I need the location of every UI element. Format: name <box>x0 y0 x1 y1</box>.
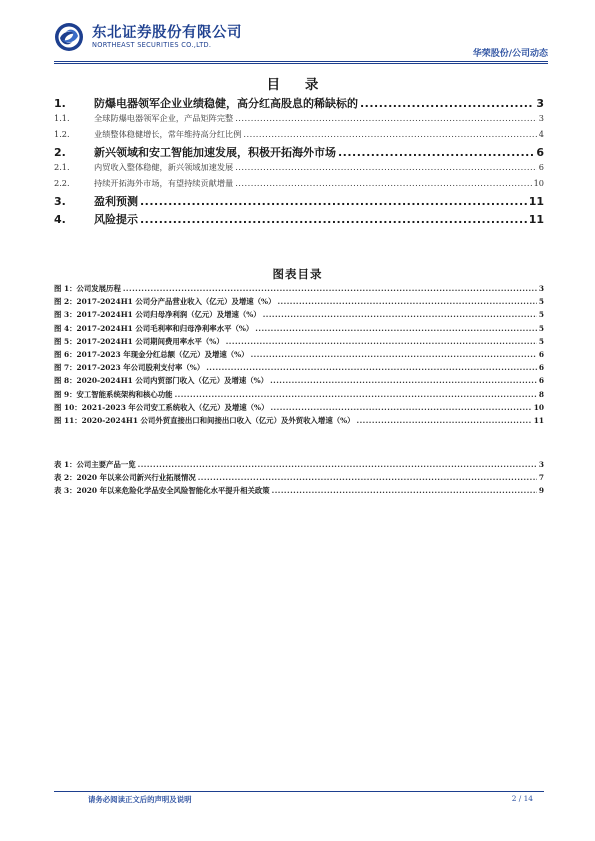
report-category: 华荣股份/公司动态 <box>472 49 548 59</box>
toc-entry-page: 3 <box>536 97 544 110</box>
figure-caption: 图 6：2017-2023 年现金分红总额（亿元）及增速（%） <box>54 349 249 359</box>
figure-page: 6 <box>538 376 544 386</box>
table-page: 3 <box>538 460 544 469</box>
table-page: 9 <box>538 486 544 496</box>
dot-leader <box>140 195 527 208</box>
dot-leader <box>277 297 536 306</box>
figure-list-entry[interactable] <box>54 309 544 322</box>
toc-entry-title: 新兴领域和安工智能加速发展，积极开拓海外市场 <box>94 146 336 159</box>
figure-list-entry[interactable] <box>54 323 544 336</box>
figure-page: 3 <box>538 284 544 293</box>
toc-entry-number: 1.1. <box>54 113 70 123</box>
figure-list-entry[interactable] <box>54 349 544 362</box>
figure-list-entry[interactable] <box>54 402 544 415</box>
dot-leader <box>235 162 537 172</box>
northeast-securities-logo-icon <box>54 22 84 52</box>
toc-entry[interactable] <box>54 211 544 229</box>
figure-caption: 图 7：2017-2023 年公司股利支付率（%） <box>54 363 205 373</box>
company-name-cn: 东北证券股份有限公司 <box>92 25 242 41</box>
toc-entry-page: 4 <box>538 128 544 139</box>
page-indicator: 2 / 14 <box>511 794 533 803</box>
figure-page: 10 <box>533 402 544 412</box>
toc-entry-page: 6 <box>536 146 544 159</box>
figure-page: 6 <box>538 363 544 373</box>
footer-divider <box>54 791 544 792</box>
dot-leader <box>175 390 537 399</box>
figure-caption: 图 1：公司发展历程 <box>54 284 121 293</box>
figure-page: 5 <box>538 310 544 320</box>
toc-entry-page: 3 <box>538 113 544 123</box>
figure-caption: 图 10：2021-2023 年公司安工系统收入（亿元）及增速（%） <box>54 402 269 412</box>
figures-list <box>54 283 544 428</box>
toc-entry[interactable] <box>54 113 544 129</box>
toc-entry-title: 盈利预测 <box>94 195 138 208</box>
dot-leader <box>235 113 537 123</box>
toc-entry-page: 10 <box>533 177 544 188</box>
figure-caption: 图 5：2017-2024H1 公司期间费用率水平（%） <box>54 336 224 346</box>
page-header <box>54 22 548 68</box>
figure-page: 8 <box>538 389 544 399</box>
table-caption: 表 2：2020 年以来公司新兴行业拓展情况 <box>54 473 196 483</box>
toc-entry-number: 2. <box>54 146 66 159</box>
dot-leader <box>198 473 537 482</box>
figure-caption: 图 3：2017-2024H1 公司归母净利润（亿元）及增速（%） <box>54 310 261 320</box>
dot-leader <box>251 350 537 359</box>
toc-entry-number: 2.1. <box>54 162 70 172</box>
dot-leader <box>255 324 537 333</box>
footer-disclaimer: 请务必阅读正文后的声明及说明 <box>88 795 192 804</box>
toc-entry[interactable] <box>54 144 544 162</box>
toc-entry-number: 3. <box>54 195 66 208</box>
figure-page: 11 <box>533 415 544 425</box>
toc-entry-number: 2.2. <box>54 177 70 188</box>
toc-entry-title: 风险提示 <box>94 213 138 226</box>
dot-leader <box>138 460 537 469</box>
dot-leader <box>206 363 537 372</box>
tables-list <box>54 459 544 499</box>
figure-page: 5 <box>538 336 544 346</box>
toc-title: 目 录 <box>266 77 329 93</box>
table-list-entry[interactable] <box>54 472 544 485</box>
toc-entry-number: 4. <box>54 213 66 226</box>
toc-entry[interactable] <box>54 178 544 194</box>
dot-leader <box>272 486 537 495</box>
table-caption: 表 1：公司主要产品一览 <box>54 460 136 469</box>
figure-list-entry[interactable] <box>54 283 544 296</box>
toc-entry[interactable] <box>54 193 544 211</box>
dot-leader <box>123 284 537 293</box>
figure-caption: 图 4：2017-2024H1 公司毛利率和归母净利率水平（%） <box>54 323 254 333</box>
toc-entry[interactable] <box>54 95 544 113</box>
figure-caption: 图 8：2020-2024H1 公司内贸部门收入（亿元）及增速（%） <box>54 376 269 386</box>
company-name-en: NORTHEAST SECURITIES CO.,LTD. <box>92 41 212 49</box>
header-divider <box>54 61 548 62</box>
figure-list-entry[interactable] <box>54 336 544 349</box>
toc-entry[interactable] <box>54 162 544 178</box>
table-of-contents <box>54 95 544 229</box>
figures-list-title: 图表目录 <box>272 267 323 281</box>
toc-entry-number: 1.2. <box>54 128 70 139</box>
figure-list-entry[interactable] <box>54 415 544 428</box>
toc-entry-page: 11 <box>528 213 544 226</box>
figure-caption: 图 11：2020-2024H1 公司外贸直接出口和间接出口收入（亿元）及外贸收入增速（%） <box>54 415 355 425</box>
table-page: 7 <box>538 473 544 483</box>
dot-leader <box>270 376 537 385</box>
table-caption: 表 3：2020 年以来危险化学品安全风险智能化水平提升相关政策 <box>54 486 270 496</box>
dot-leader <box>226 337 537 346</box>
toc-entry-page: 11 <box>528 195 544 208</box>
figure-page: 5 <box>538 323 544 333</box>
figure-page: 5 <box>538 297 544 307</box>
dot-leader <box>263 310 537 319</box>
toc-entry-title: 防爆电器领军企业业绩稳健，高分红高股息的稀缺标的 <box>94 97 358 110</box>
dot-leader <box>357 416 532 425</box>
table-list-entry[interactable] <box>54 459 544 472</box>
figure-caption: 图 9：安工智能系统架构和核心功能 <box>54 389 173 399</box>
figure-caption: 图 2：2017-2024H1 公司分产品营业收入（亿元）及增速（%） <box>54 297 276 307</box>
header-divider-secondary <box>54 63 548 64</box>
toc-entry[interactable] <box>54 129 544 145</box>
figure-list-entry[interactable] <box>54 296 544 309</box>
dot-leader <box>243 129 536 139</box>
toc-entry-title: 全球防爆电器领军企业，产品矩阵完整 <box>94 113 234 123</box>
table-list-entry[interactable] <box>54 485 544 498</box>
toc-entry-page: 6 <box>538 162 544 172</box>
figure-list-entry[interactable] <box>54 389 544 402</box>
toc-entry-number: 1. <box>54 97 66 110</box>
dot-leader <box>140 213 527 226</box>
dot-leader <box>360 97 534 110</box>
figure-page: 6 <box>538 349 544 359</box>
figure-list-entry[interactable] <box>54 362 544 375</box>
figure-list-entry[interactable] <box>54 375 544 388</box>
toc-entry-title: 持续开拓海外市场，有望持续贡献增量 <box>94 177 234 188</box>
toc-entry-title: 业绩整体稳健增长，常年维持高分红比例 <box>94 128 242 139</box>
dot-leader <box>338 146 534 159</box>
dot-leader <box>235 178 531 188</box>
dot-leader <box>270 403 531 412</box>
toc-entry-title: 内贸收入整体稳健，新兴领域加速发展 <box>94 162 234 172</box>
